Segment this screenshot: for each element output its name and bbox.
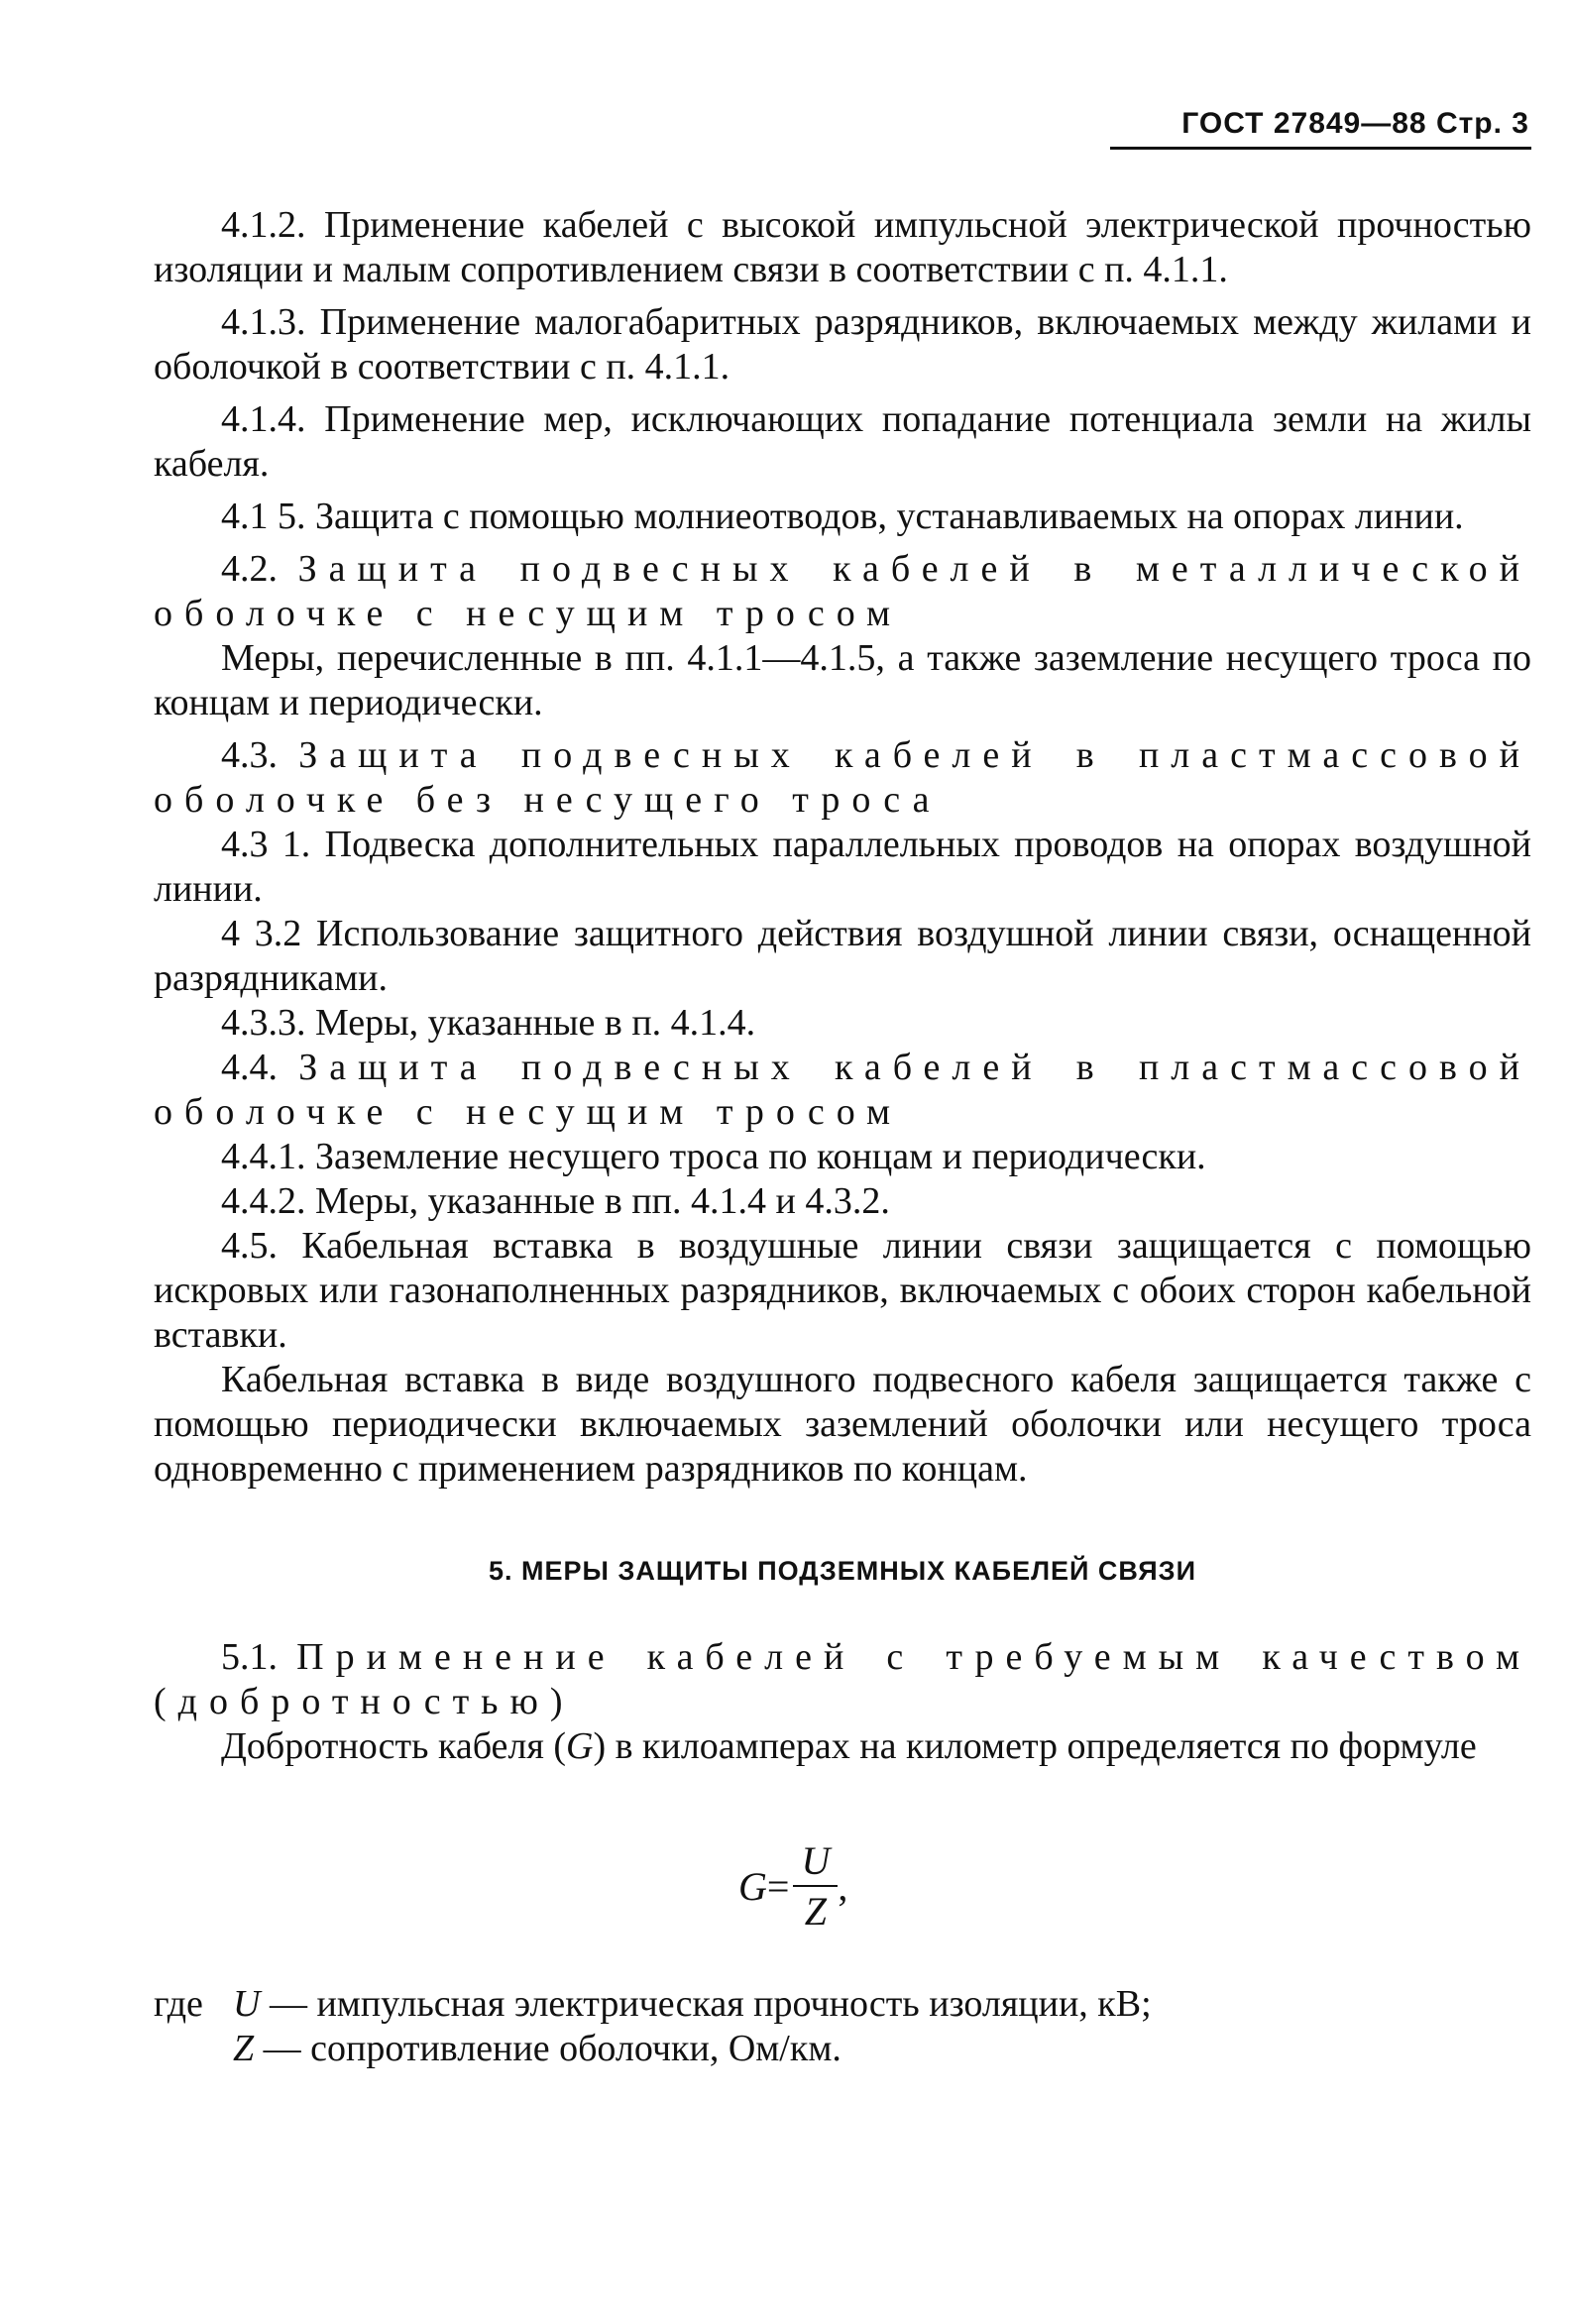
where-text-u: — импульсная электрическая прочность изоляции, кВ;: [260, 1983, 1152, 2025]
where-block: [154, 1982, 1531, 2071]
paragraph-5-1: [154, 1724, 1531, 1769]
paragraph-5-1-before: Добротность кабеля (: [221, 1725, 566, 1767]
paragraph-5-1-after: ) в килоамперах на километр определяется по формуле: [593, 1725, 1477, 1767]
heading-4-4: [154, 1046, 1531, 1135]
heading-4-2-number: 4.2.: [221, 548, 278, 590]
paragraph-4-3-3: 4.3.3. Меры, указанные в п. 4.1.4.: [221, 1002, 756, 1044]
formula-denominator: Z: [804, 1889, 828, 1934]
heading-4-2-text: Защита подвесных кабелей в металлической оболочке с несущим тросом: [154, 548, 1531, 634]
where-row-u: [154, 1982, 1531, 2027]
paragraph-4-1-4: 4.1.4. Применение мер, исключающих попадание потенциала земли на жилы кабеля.: [154, 398, 1531, 485]
heading-4-3-text: Защита подвесных кабелей в пластмассовой оболочке без несущего троса: [154, 734, 1532, 821]
paragraph-4-3-1: 4.3 1. Подвеска дополнительных параллельных проводов на опорах воздушной линии.: [154, 824, 1531, 910]
formula-numerator: U: [801, 1838, 831, 1883]
fraction-bar: [793, 1885, 838, 1887]
formula-equals: =: [766, 1863, 790, 1909]
variable-z: Z: [233, 2028, 255, 2069]
heading-4-3-number: 4.3.: [221, 734, 278, 776]
heading-5-1-text: Применение кабелей с требуемым качеством (добротностью): [154, 1636, 1531, 1722]
paragraph-4-4-2: 4.4.2. Меры, указанные в пп. 4.1.4 и 4.3.2.: [221, 1180, 890, 1222]
document-body: [154, 203, 1531, 2071]
formula: [738, 1838, 847, 1934]
header-rule: [1110, 147, 1531, 150]
where-row-z: [154, 2027, 1531, 2071]
heading-4-3: [154, 733, 1531, 823]
paragraph-4-1-5: 4.1 5. Защита с помощью молниеотводов, устанавливаемых на опорах линии.: [221, 496, 1464, 537]
variable-u: U: [233, 1983, 261, 2025]
where-def-u: [233, 1982, 1531, 2027]
paragraph-4-3-2: 4 3.2 Использование защитного действия воздушной линии связи, оснащенной разрядниками.: [154, 913, 1531, 999]
formula-lhs: G: [738, 1863, 767, 1909]
paragraph-4-5: 4.5. Кабельная вставка в воздушные линии связи защищается с помощью искровых или газонаполненных разрядников, включаемых с обоих сторон кабельной вставки.: [154, 1225, 1531, 1356]
heading-5-1: [154, 1635, 1531, 1724]
where-def-z: [233, 2027, 1531, 2071]
paragraph-4-5-continued: Кабельная вставка в виде воздушного подвесного кабеля защищается также с помощью периодически включаемых заземлений оболочки или несущего троса одновременно с применением разрядников по концам.: [154, 1359, 1531, 1490]
heading-5-1-number: 5.1.: [221, 1636, 278, 1678]
where-lead-spacer: [154, 2027, 233, 2071]
formula-comma: ,: [838, 1863, 848, 1909]
heading-4-4-text: Защита подвесных кабелей в пластмассовой оболочке с несущим тросом: [154, 1047, 1532, 1133]
formula-fraction: [793, 1838, 838, 1934]
heading-4-2: [154, 547, 1531, 636]
section-5-title: 5. МЕРЫ ЗАЩИТЫ ПОДЗЕМНЫХ КАБЕЛЕЙ СВЯЗИ: [488, 1556, 1196, 1586]
paragraph-4-4-1: 4.4.1. Заземление несущего троса по концам и периодически.: [221, 1136, 1206, 1177]
paragraph-4-2: Меры, перечисленные в пп. 4.1.1—4.1.5, а также заземление несущего троса по концам и периодически.: [154, 637, 1531, 723]
page-header: ГОСТ 27849—88 Стр. 3: [1181, 107, 1529, 140]
formula-block: [154, 1799, 1531, 1962]
where-lead: где: [154, 1983, 203, 2025]
heading-4-4-number: 4.4.: [221, 1047, 278, 1088]
paragraph-4-1-2: 4.1.2. Применение кабелей с высокой импульсной электрической прочностью изоляции и малым сопротивлением связи в соответствии с п. 4.1.1.: [154, 204, 1531, 290]
paragraph-4-1-3: 4.1.3. Применение малогабаритных разрядников, включаемых между жилами и оболочкой в соответствии с п. 4.1.1.: [154, 301, 1531, 387]
variable-g: G: [566, 1725, 594, 1767]
where-text-z: — сопротивление оболочки, Ом/км.: [254, 2028, 842, 2069]
